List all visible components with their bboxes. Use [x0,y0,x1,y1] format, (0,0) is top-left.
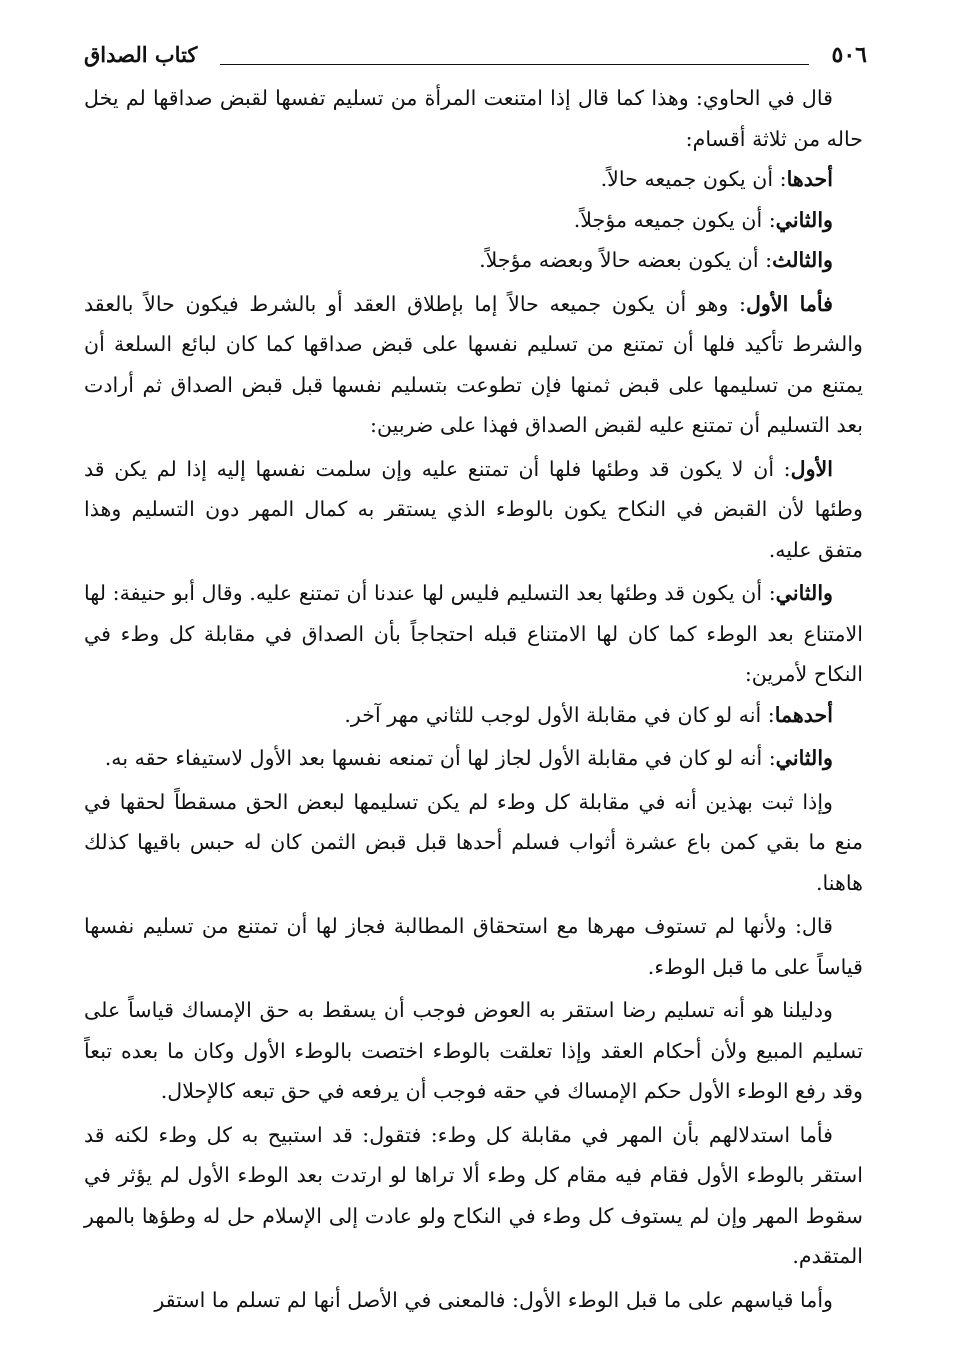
paragraph [84,78,863,159]
list-item [84,159,863,200]
paragraph [84,990,863,1112]
page-header [84,38,867,72]
paragraph-lead: والثالث [772,248,833,272]
paragraph-lead: فأما الأول [745,291,833,316]
list-item [84,240,863,281]
paragraph [84,1115,863,1277]
paragraph-lead: الأول [790,456,833,481]
paragraph-text: : أنه لو كان في مقابلة الأول لوجب للثاني مهر آخر. [344,702,775,727]
paragraph-text: قال في الحاوي: وهذا كما قال إذا امتنعت المرأة من تسليم تفسها لقبض صداقها لم يخل حاله من ثلاثة أقسام: [84,86,863,151]
paragraph-lead: أحدها [786,167,833,191]
page-body [84,78,863,1320]
paragraph-text: : أن يكون جميعه مؤجلاً. [573,207,776,232]
paragraph-lead: والثاني [775,581,833,605]
paragraph [84,906,863,987]
paragraph [84,1280,863,1321]
paragraph-lead: والثاني [775,746,833,770]
paragraph [84,782,863,904]
paragraph-text: : أن يكون جميعه حالاً. [600,167,787,191]
paragraph [84,573,863,695]
paragraph-text: : أن يكون قد وطئها بعد التسليم فليس لها عندنا أن تمتنع عليه. وقال أبو حنيفة: لها الامتناع بعد الوطء كما كان لها الامتناع قبله احتجاجاً بأن الصداق في مقابلة كل وطء في النكاح لأمرين: [84,581,863,686]
paragraph-text: : أنه لو كان في مقابلة الأول لجاز لها أن تمنعه نفسها بعد الأول لاستيفاء حقه به. [104,746,776,770]
paragraph-text: وأما قياسهم على ما قبل الوطء الأول: فالمعنى في الأصل أنها لم تسلم ما استقر [154,1287,833,1312]
list-item [84,200,863,241]
header-rule [220,64,809,65]
paragraph-text: وإذا ثبت بهذين أنه في مقابلة كل وطء لم يكن تسليمها لبعض الحق مسقطاً لحقها في منع ما بقي كمن باع عشرة أثواب فسلم أحدها قبل قبض الثمن كان له حبس باقيها كذلك هاهنا. [84,789,863,895]
paragraph-lead: والثاني [775,207,833,232]
list-item [84,695,863,736]
paragraph [84,738,863,779]
paragraph [84,284,863,446]
paragraph-text: : أن لا يكون قد وطئها فلها أن تمتنع عليه وإن سلمت نفسها إليه إذا لم يكن قد وطئها لأن القبض في النكاح يكون بالوطء الذي يستقر به كمال المهر دون التسليم وهذا متفق عليه. [84,456,863,562]
book-title: كتاب الصداق [84,42,198,67]
paragraph-text: فأما استدلالهم بأن المهر في مقابلة كل وطء: فتقول: قد استبيح به كل وطء لكنه قد استقر بالوطء الأول فقام فيه مقام كل وطء ألا تراها لو ارتدت بعد الوطء الأول لم يؤثر في سقوط المهر وإن لم يستوف كل وطء في النكاح ولو عادت إلى الإسلام حل له وطؤها بالمهر المتقدم. [84,1122,863,1268]
paragraph-text: : أن يكون بعضه حالاً وبعضه مؤجلاً. [479,248,773,272]
paragraph-text: : وهو أن يكون جميعه حالاً إما بإطلاق العقد أو بالشرط فيكون حالاً بالعقد والشرط تأكيد فلها أن تمتنع من تسليم نفسها على قبض صداقها كما كان لبائع السلعة أن يمتنع من تسليمها على قبض ثمنها فإن تطوعت بتسليم نفسها قبل قبض الصداق ثم أرادت بعد التسليم أن تمتنع عليه لقبض الصداق فهذا على ضربين: [84,291,863,437]
paragraph [84,449,863,571]
paragraph-text: ودليلنا هو أنه تسليم رضا استقر به العوض فوجب أن يسقط به حق الإمساك قياساً على تسليم المبيع ولأن أحكام العقد وإذا تعلقت بالوطء اختصت بالوطء الأول وكان ما بعده تبعاً وقد رفع الوطء الأول حكم الإمساك في حقه فوجب أن يرفعه في حق تبعه كالإحلال. [84,998,863,1103]
page-number: ٥٠٦ [831,42,867,68]
paragraph-text: قال: ولأنها لم تستوف مهرها مع استحقاق المطالبة فجاز لها أن تمتنع من تسليم نفسها قياساً على ما قبل الوطء. [84,914,863,979]
paragraph-lead: أحدهما [774,702,833,727]
